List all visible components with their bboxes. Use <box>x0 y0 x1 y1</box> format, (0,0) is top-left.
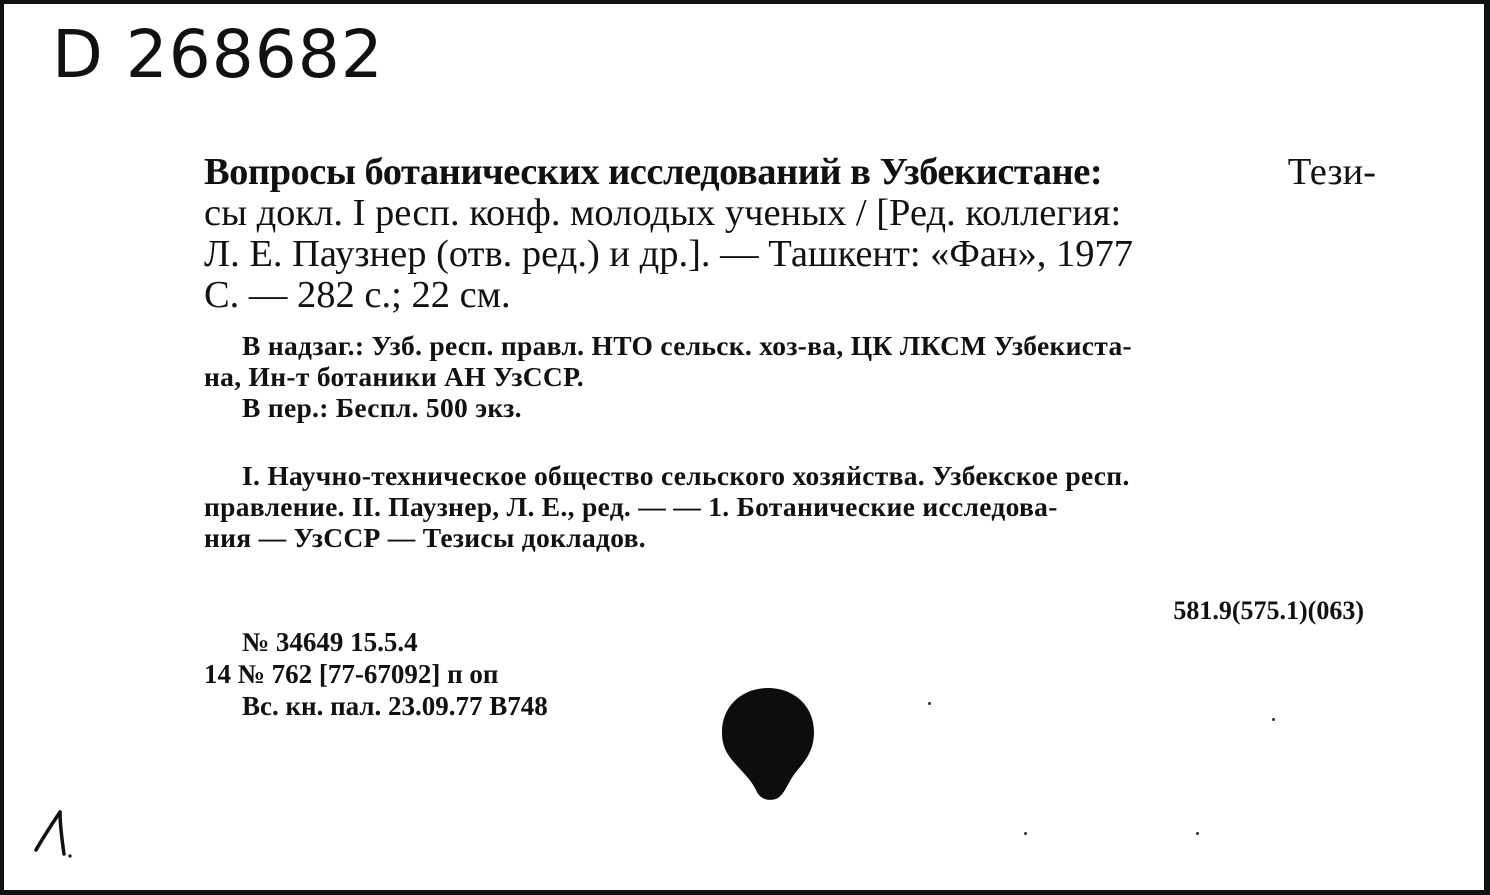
title-line-3 <box>204 234 1376 275</box>
speck <box>928 702 931 705</box>
imprint-line-2: 14 № 762 [77-67092] п оп <box>204 659 499 689</box>
speck <box>1024 832 1027 835</box>
bibliographic-description <box>204 152 1376 316</box>
punch-hole-icon <box>720 686 816 802</box>
title-bold: Вопросы ботанических исследований в Узбекистане: <box>204 151 1103 193</box>
udc-classification: 581.9(575.1)(063) <box>1173 596 1364 625</box>
title-line-2-text: сы докл. I респ. конф. молодых ученых / [Ред. коллегия: <box>204 192 1122 234</box>
title-line-4: С. — 282 с.; 22 см. <box>204 274 511 316</box>
note-line-2: на, Ин-т ботаники АН УзССР. <box>204 361 584 392</box>
imprint-line-1: № 34649 15.5.4 <box>242 627 418 657</box>
notes-block <box>204 330 1376 423</box>
title-line-2 <box>204 193 1376 234</box>
subject-line-3: ния — УзССР — Тезисы докладов. <box>204 522 646 553</box>
title-line-3-text: Л. Е. Паузнер (отв. ред.) и др.]. — Ташкент: «Фан», 1977 <box>204 233 1134 275</box>
note-line-1: В надзаг.: Узб. респ. правл. НТО сельск. хоз-ва, ЦК ЛКСМ Узбекиста- <box>242 330 1132 361</box>
note-line-3: В пер.: Беспл. 500 экз. <box>242 392 522 423</box>
subject-line-2: правление. II. Паузнер, Л. Е., ред. — — 1. Ботанические исследова- <box>204 491 1058 522</box>
handwritten-mark-icon <box>30 806 74 862</box>
inventory-number: D 268682 <box>52 16 384 93</box>
subject-line-1: I. Научно-техническое общество сельского хозяйства. Узбекское респ. <box>242 460 1130 491</box>
imprint-line-3: Вс. кн. пал. 23.09.77 В748 <box>242 691 548 721</box>
subject-headings <box>204 460 1376 553</box>
title-line-1 <box>204 152 1376 193</box>
title-line-1-rest: Тези- <box>1287 151 1376 193</box>
speck <box>1272 718 1275 721</box>
imprint-block <box>204 626 548 722</box>
speck <box>1196 832 1199 835</box>
